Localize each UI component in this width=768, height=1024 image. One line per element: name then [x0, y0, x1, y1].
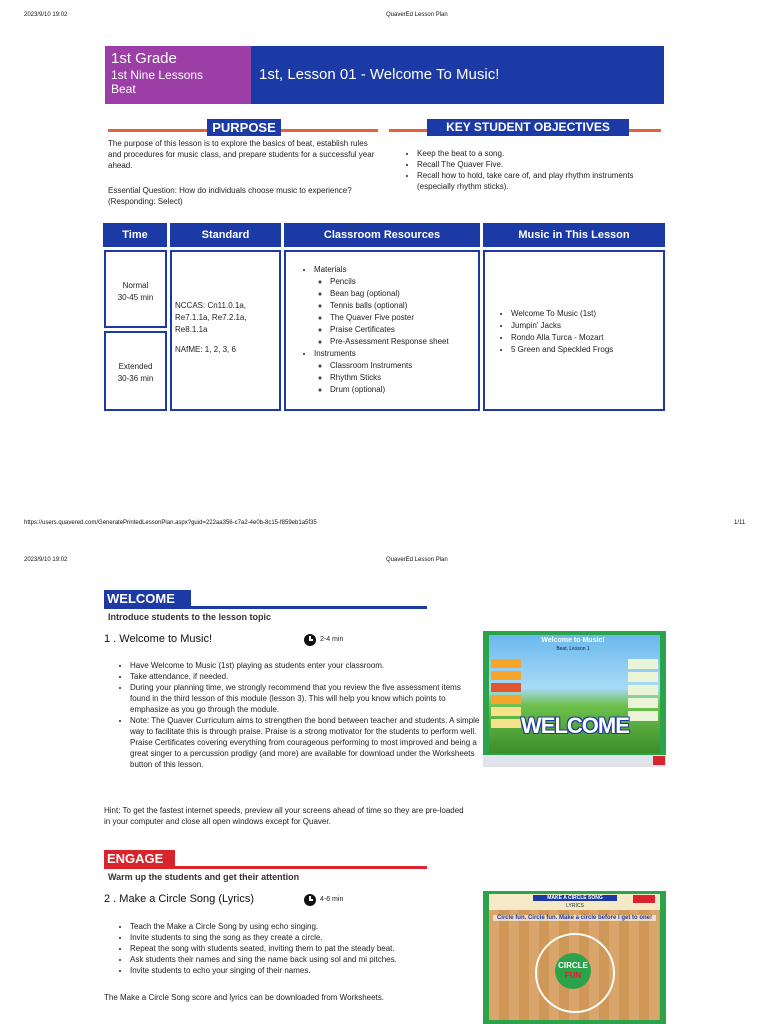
material-item: ◦ Tennis balls (optional)	[330, 300, 478, 312]
page1-datetime: 2023/9/10 19:02	[24, 12, 68, 18]
step1-name: Welcome to Music!	[119, 633, 213, 645]
objective-item: • Recall The Quaver Five.	[417, 159, 657, 170]
resources-cell	[284, 250, 480, 411]
page1-header-title: QuaverEd Lesson Plan	[386, 12, 448, 18]
lesson-banner	[251, 46, 664, 104]
music-item: • Welcome To Music (1st)	[511, 308, 663, 320]
materials-label: • Materials ◦ Pencils ◦ Bean bag (optional) ◦ Tennis balls (optional) ◦ The Quaver Five poster ◦ Praise Certificates ◦ Pre-Assessment Response sheet	[314, 264, 478, 348]
welcome-heading: WELCOME	[104, 590, 191, 608]
circle-song-lyric: Circle fun. Circle fun. Make a circle before I get to one!	[493, 915, 656, 921]
material-item: ◦ The Quaver Five poster	[330, 312, 478, 324]
standard-nafme: NAfME: 1, 2, 3, 6	[175, 345, 236, 354]
welcome-screen-thumbnail[interactable]	[483, 631, 666, 767]
step1-duration: 2-4 min	[320, 636, 344, 643]
time-normal-cell	[104, 250, 167, 328]
engage-bullet: • Teach the Make a Circle Song by using echo singing.	[130, 921, 480, 932]
clock-icon	[304, 634, 316, 646]
player-bar[interactable]	[483, 755, 666, 767]
engage-note: The Make a Circle Song score and lyrics can be downloaded from Worksheets.	[104, 993, 384, 1002]
material-item: ◦ Pre-Assessment Response sheet	[330, 336, 478, 348]
music-item: • Rondo Alla Turca - Mozart	[511, 332, 663, 344]
welcome-hint: Hint: To get the fastest internet speeds, preview all your screens ahead of time so they are pre-loaded in your computer and close all open windows except for Quaver.	[104, 806, 464, 826]
engage-bullet: • Ask students their names and sing the name back using sol and mi pitches.	[130, 954, 480, 965]
step2-number: 2 .	[104, 893, 117, 905]
time-normal-range: 30-45 min	[117, 293, 154, 302]
objective-item: • Keep the beat to a song.	[417, 148, 657, 159]
engage-bullet: • Repeat the song with students seated, inviting them to pat the steady beat.	[130, 943, 480, 954]
music-item: • Jumpin' Jacks	[511, 320, 663, 332]
circle-fun-word2: FUN	[564, 971, 582, 980]
music-item: • 5 Green and Speckled Frogs	[511, 344, 663, 356]
instrument-item: ◦ Drum (optional)	[330, 384, 478, 396]
step1-title	[104, 633, 212, 645]
topic-label: Beat	[111, 82, 136, 96]
material-item: ◦ Pencils	[330, 276, 478, 288]
engage-subtitle: Warm up the students and get their attention	[108, 872, 300, 882]
circle-song-sub: LYRICS	[566, 903, 584, 909]
time-extended-cell	[104, 331, 167, 411]
standard-nccas: NCCAS: Cn11.0.1a, Re7.1.1a, Re7.2.1a, Re8.1.1a	[175, 301, 247, 334]
time-extended-range: 30-36 min	[117, 374, 154, 383]
instrument-item: ◦ Classroom Instruments	[330, 360, 478, 372]
standard-cell	[170, 250, 281, 411]
objective-item: • Recall how to hold, take care of, and play rhythm instruments (especially rhythm sticks).	[417, 170, 657, 192]
welcome-bullet: • Note: The Quaver Curriculum aims to strengthen the bond between teacher and students. A simple way to facilitate this is through praise. Praise is a strong motivator for the students to perform well. Praise Certificates covering everything from courageous performing to most improved and being a great singer to a percussion prodigy (and more) are available for download under the Worksheets button of this lesson.	[130, 715, 480, 770]
music-cell	[483, 250, 665, 411]
engage-bullet: • Invite students to sing the song as they create a circle.	[130, 932, 480, 943]
exit-button[interactable]	[653, 756, 665, 765]
instrument-item: ◦ Rhythm Sticks	[330, 372, 478, 384]
welcome-left-menu	[491, 659, 521, 737]
time-extended: Extended	[118, 362, 153, 371]
time-normal: Normal	[122, 281, 149, 290]
welcome-bullet: • During your planning time, we strongly recommend that you review the five assessment items found in the third lesson of this module (lesson 3). This will help you know which points to emphasize as you go through the module.	[130, 682, 480, 715]
material-item: ◦ Bean bag (optional)	[330, 288, 478, 300]
welcome-screen-word: WELCOME	[521, 713, 629, 738]
engage-heading: ENGAGE	[104, 850, 175, 868]
essential-question: Essential Question: How do individuals choose music to experience? (Responding: Select)	[108, 186, 352, 206]
song-info-button[interactable]	[633, 895, 655, 903]
engage-bullets	[118, 921, 480, 976]
welcome-bullets	[118, 660, 480, 770]
welcome-screen-title: Welcome to Music!	[541, 637, 605, 644]
step1-number: 1 .	[104, 633, 117, 645]
circle-song-thumbnail[interactable]	[483, 891, 666, 1024]
objectives-heading: KEY STUDENT OBJECTIVES	[427, 119, 629, 136]
th-resources: Classroom Resources	[284, 223, 480, 247]
th-standard: Standard	[170, 223, 281, 247]
welcome-bullet: • Have Welcome to Music (1st) playing as students enter your classroom.	[130, 660, 480, 671]
th-time: Time	[103, 223, 167, 247]
objectives-list	[405, 148, 657, 192]
welcome-bullet: • Take attendance, if needed.	[130, 671, 480, 682]
engage-rule	[104, 866, 427, 869]
purpose-heading: PURPOSE	[207, 119, 281, 136]
welcome-subtitle: Introduce students to the lesson topic	[108, 612, 272, 622]
circle-song-title: MAKE A CIRCLE SONG	[533, 895, 617, 901]
grade-banner	[105, 46, 251, 104]
page2-datetime: 2023/9/10 19:02	[24, 557, 68, 563]
grade-label: 1st Grade	[111, 50, 177, 67]
welcome-screen-sub: Beat, Lesson 1	[556, 646, 590, 652]
welcome-rule	[104, 606, 427, 609]
page1-footer-page: 1/11	[734, 520, 746, 526]
material-item: ◦ Praise Certificates	[330, 324, 478, 336]
page1-footer-url[interactable]: https://users.quavered.com/GeneratePrintedLessonPlan.aspx?guid=222aa356-c7a2-4e0b-8c15-f859eb1a5f35	[24, 520, 317, 526]
engage-bullet: • Invite students to echo your singing of their names.	[130, 965, 480, 976]
circle-fun-word1: CIRCLE	[558, 961, 588, 970]
unit-label: 1st Nine Lessons	[111, 68, 204, 82]
page2-header-title: QuaverEd Lesson Plan	[386, 557, 448, 563]
lesson-title: 1st, Lesson 01 - Welcome To Music!	[259, 66, 500, 83]
music-list	[485, 308, 663, 356]
step2-duration: 4-6 min	[320, 896, 344, 903]
circle-fun-badge	[555, 953, 591, 989]
clock-icon	[304, 894, 316, 906]
step2-name: Make a Circle Song (Lyrics)	[119, 893, 254, 905]
instruments-label: • Instruments ◦ Classroom Instruments ◦ Rhythm Sticks ◦ Drum (optional)	[314, 348, 478, 396]
th-music: Music in This Lesson	[483, 223, 665, 247]
step2-title	[104, 893, 254, 905]
purpose-text: The purpose of this lesson is to explore the basics of beat, establish rules and procedures for music class, and prepare students for a successful year ahead.	[108, 139, 375, 170]
resources-list	[286, 264, 478, 396]
welcome-right-menu	[628, 659, 658, 737]
